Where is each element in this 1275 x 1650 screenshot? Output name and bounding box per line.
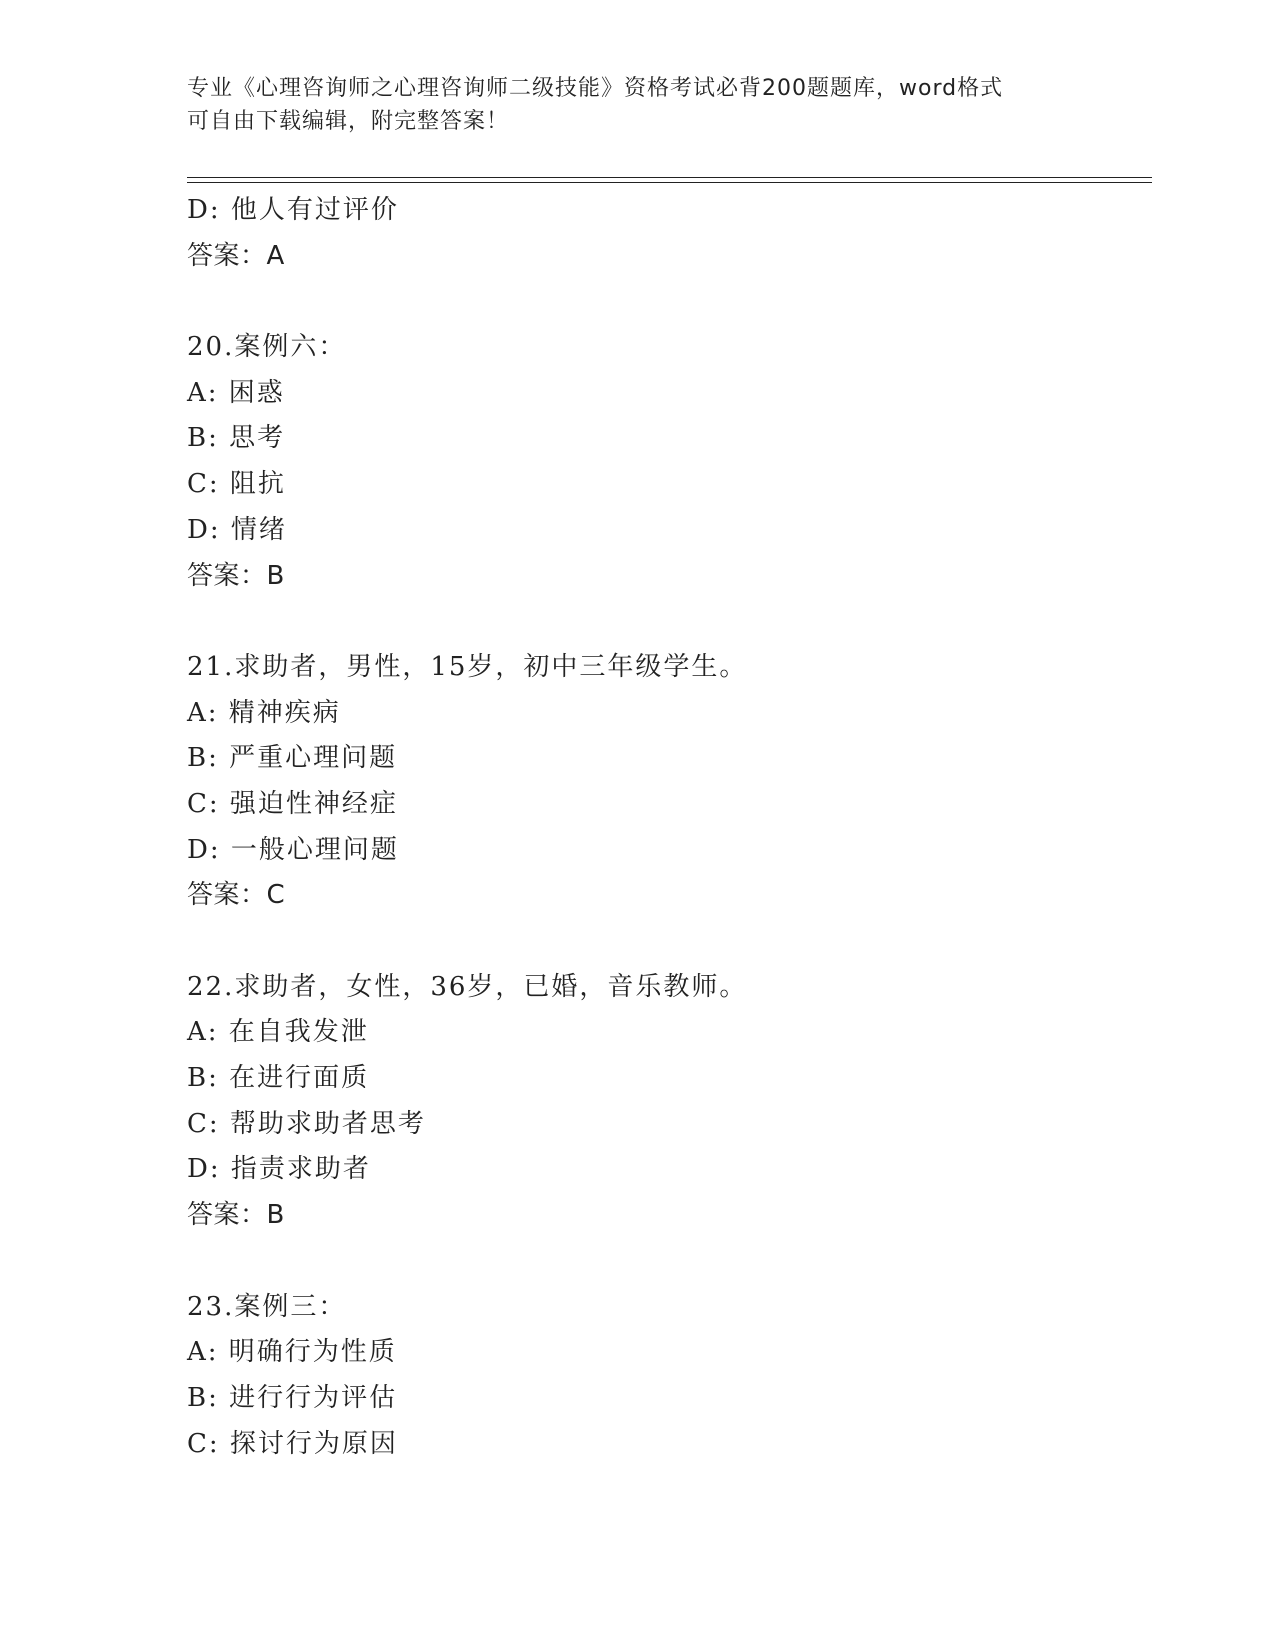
question-stem: 21.求助者，男性，15岁，初中三年级学生。 [187,651,748,682]
question-stem: 23.案例三： [187,1291,347,1322]
header-divider-bottom [187,182,1152,183]
previous-question-option-d: D: 他人有过评价 [187,195,399,225]
document-header [187,72,1087,138]
spacer [187,279,1152,325]
header-title-line-2: 可自由下载编辑，附完整答案！ [187,109,510,134]
question-stem: 22.求助者，女性，36岁，已婚，音乐教师。 [187,971,748,1002]
answer: 答案：B [187,1200,285,1231]
option-a: A: 困惑 [187,377,285,408]
option-c: C: 强迫性神经症 [187,788,398,819]
option-d: D: 一般心理问题 [187,834,399,865]
option-a: A: 在自我发泄 [187,1017,369,1048]
option-c: C: 阻抗 [187,469,286,500]
question-22 [187,965,1152,1239]
question-23 [187,1285,1152,1468]
previous-question-answer: 答案：A [187,240,285,271]
spacer [187,919,1152,965]
option-d: D: 指责求助者 [187,1154,371,1185]
question-stem: 20.案例六： [187,332,347,363]
spacer [187,1239,1152,1285]
option-a: A: 明确行为性质 [187,1337,397,1368]
option-c: C: 探讨行为原因 [187,1428,398,1459]
option-a: A: 精神疾病 [187,697,341,728]
header-divider-top [187,177,1152,178]
question-20 [187,325,1152,599]
question-21 [187,645,1152,919]
spacer [187,599,1152,645]
answer: 答案：B [187,560,285,591]
option-c: C: 帮助求助者思考 [187,1108,426,1139]
question-list [187,188,1152,1467]
option-b: B: 进行行为评估 [187,1382,398,1413]
option-b: B: 在进行面质 [187,1063,370,1094]
answer: 答案：C [187,880,286,911]
option-b: B: 严重心理问题 [187,743,398,774]
option-d: D: 情绪 [187,514,287,545]
option-b: B: 思考 [187,423,286,454]
header-title-line-1: 专业《心理咨询师之心理咨询师二级技能》资格考试必背200题题库，word格式 [187,76,1004,101]
